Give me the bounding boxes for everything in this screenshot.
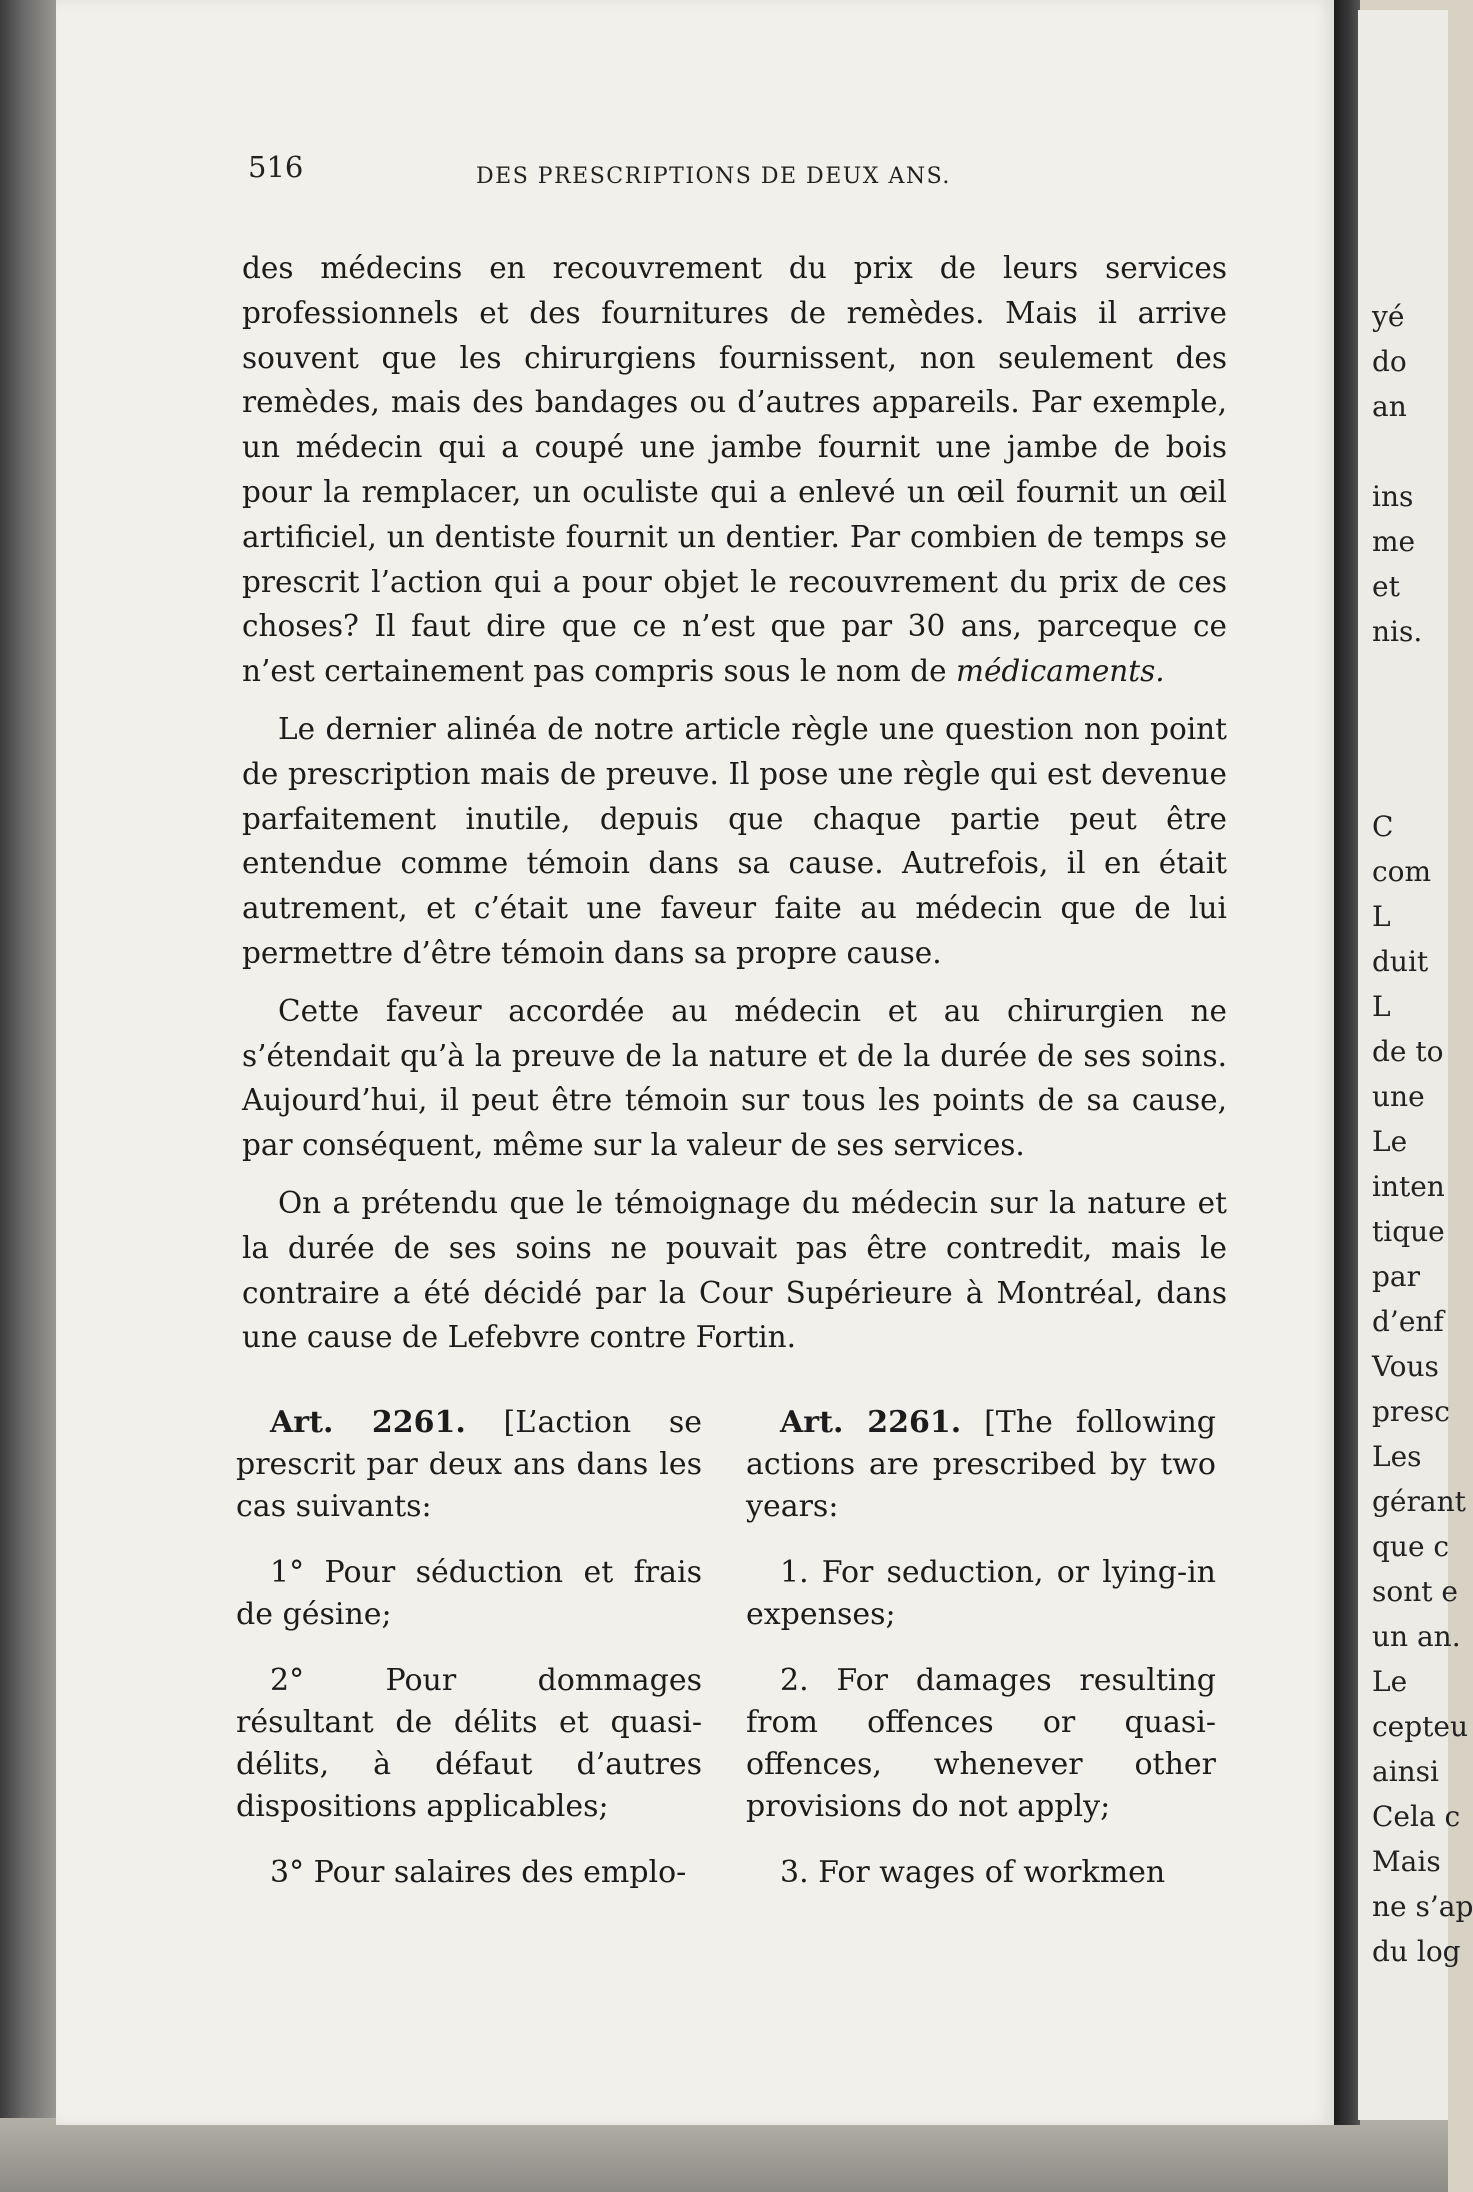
facing-line: un an. [1372,1620,1461,1653]
french-article-intro-text: [L’action se prescrit par deux ans dans les cas suivants: [236,1405,702,1524]
facing-line: L [1372,900,1391,933]
facing-line: Cela c [1372,1800,1461,1833]
facing-line: d’enf [1372,1305,1444,1338]
french-item-2: 2° Pour dommages résultant de délits et quasi-délits, à défaut d’autres dispositions applicables; [236,1663,702,1824]
french-article-intro [236,1402,702,1528]
running-head [242,150,1222,200]
facing-line: que c [1372,1530,1450,1563]
english-item-3: 3. For wages of workmen [780,1855,1166,1890]
facing-line: inten [1372,1170,1445,1203]
facing-line: yé [1372,300,1405,333]
facing-line: gérant [1372,1485,1466,1518]
scanner-edge-bottom [0,2118,1448,2192]
french-item-3: 3° Pour salaires des emplo- [270,1855,687,1890]
commentary-paragraph-1-text: des médecins en recouvrement du prix de leurs services professionnels et des fournitures de remèdes. Mais il arrive souvent que les chirurgiens fournissent, non seulement des remèdes, mais des bandages ou d’autres appareils. Par exemple, un médecin qui a coupé une jambe fournit une jambe de bois pour la remplacer, un oculiste qui a enlevé un œil fournit un œil artificiel, un dentiste fournit un dentier. Par combien de temps se prescrit l’action qui a pour objet le recouvrement du prix de ces choses? Il faut dire que ce n’est que par 30 ans, parceque ce n’est certainement pas compris sous le nom de [242,251,1227,689]
running-title: DES PRESCRIPTIONS DE DEUX ANS. [476,164,951,189]
french-article-label: Art. 2261. [270,1405,466,1440]
facing-line: Vous [1372,1350,1439,1383]
french-item-1: 1° Pour séduction et frais de gésine; [236,1555,702,1632]
facing-line: L [1372,990,1391,1023]
commentary-italic-term: médicaments. [956,654,1165,689]
english-article-column [746,1402,1216,1918]
commentary-paragraph-2: Le dernier alinéa de notre article règle une question non point de prescription mais de preuve. Il pose une règle qui est devenue parfaitement inutile, depuis que chaque partie peut être entendue comme témoin dans sa cause. Autrefois, il en était autrement, et c’était une faveur faite au médecin que de lui permettre d’être témoin dans sa propre cause. [242,711,1227,970]
book-gutter [1334,0,1360,2125]
facing-line: Le [1372,1125,1408,1158]
facing-line: et [1372,570,1400,603]
commentary-paragraph-1 [242,246,1227,694]
facing-line: C [1372,810,1394,843]
facing-line: duit [1372,945,1429,978]
facing-line: Mais [1372,1845,1441,1878]
facing-line: Les [1372,1440,1422,1473]
english-item-2: 2. For damages resulting from offences or quasi-offences, whenever other provisions do not apply; [746,1663,1216,1824]
facing-line: du log [1372,1935,1461,1968]
facing-line: presc [1372,1395,1450,1428]
facing-page-edge [1358,10,1473,2120]
facing-line: an [1372,390,1407,423]
facing-line: ins [1372,480,1414,513]
facing-line: do [1372,345,1407,378]
facing-line: une [1372,1080,1425,1113]
facing-line: nis. [1372,615,1423,648]
facing-line: ne s’ap [1372,1890,1473,1923]
facing-line: ainsi [1372,1755,1440,1788]
facing-line: com [1372,855,1432,888]
facing-line: par [1372,1260,1421,1293]
french-article-column [236,1402,702,1918]
english-item-1: 1. For seduction, or lying-in expenses; [746,1555,1216,1632]
english-article-intro-text: [The following actions are prescribed by two years: [746,1405,1216,1524]
page-number: 516 [248,150,304,184]
facing-line: sont e [1372,1575,1458,1608]
facing-line: me [1372,525,1416,558]
facing-line: de to [1372,1035,1444,1068]
commentary-paragraph-4: On a prétendu que le témoignage du médecin sur la nature et la durée de ses soins ne pouvait pas être contredit, mais le contraire a été décidé par la Cour Supérieure à Montréal, dans une cause de Lefebvre contre Fortin. [242,1185,1227,1355]
facing-line: cepteu [1372,1710,1469,1743]
english-article-label: Art. 2261. [780,1405,962,1440]
commentary-paragraph-3: Cette faveur accordée au médecin et au chirurgien ne s’étendait qu’à la preuve de la nature et de la durée de ses soins. Aujourd’hui, il peut être témoin sur tous les points de sa cause, par conséquent, même sur la valeur de ses services. [242,993,1227,1163]
scanner-edge-left [0,0,58,2192]
facing-line: Le [1372,1665,1408,1698]
commentary-text [242,246,1227,1373]
english-article-intro [746,1402,1216,1528]
facing-line: tique [1372,1215,1445,1248]
